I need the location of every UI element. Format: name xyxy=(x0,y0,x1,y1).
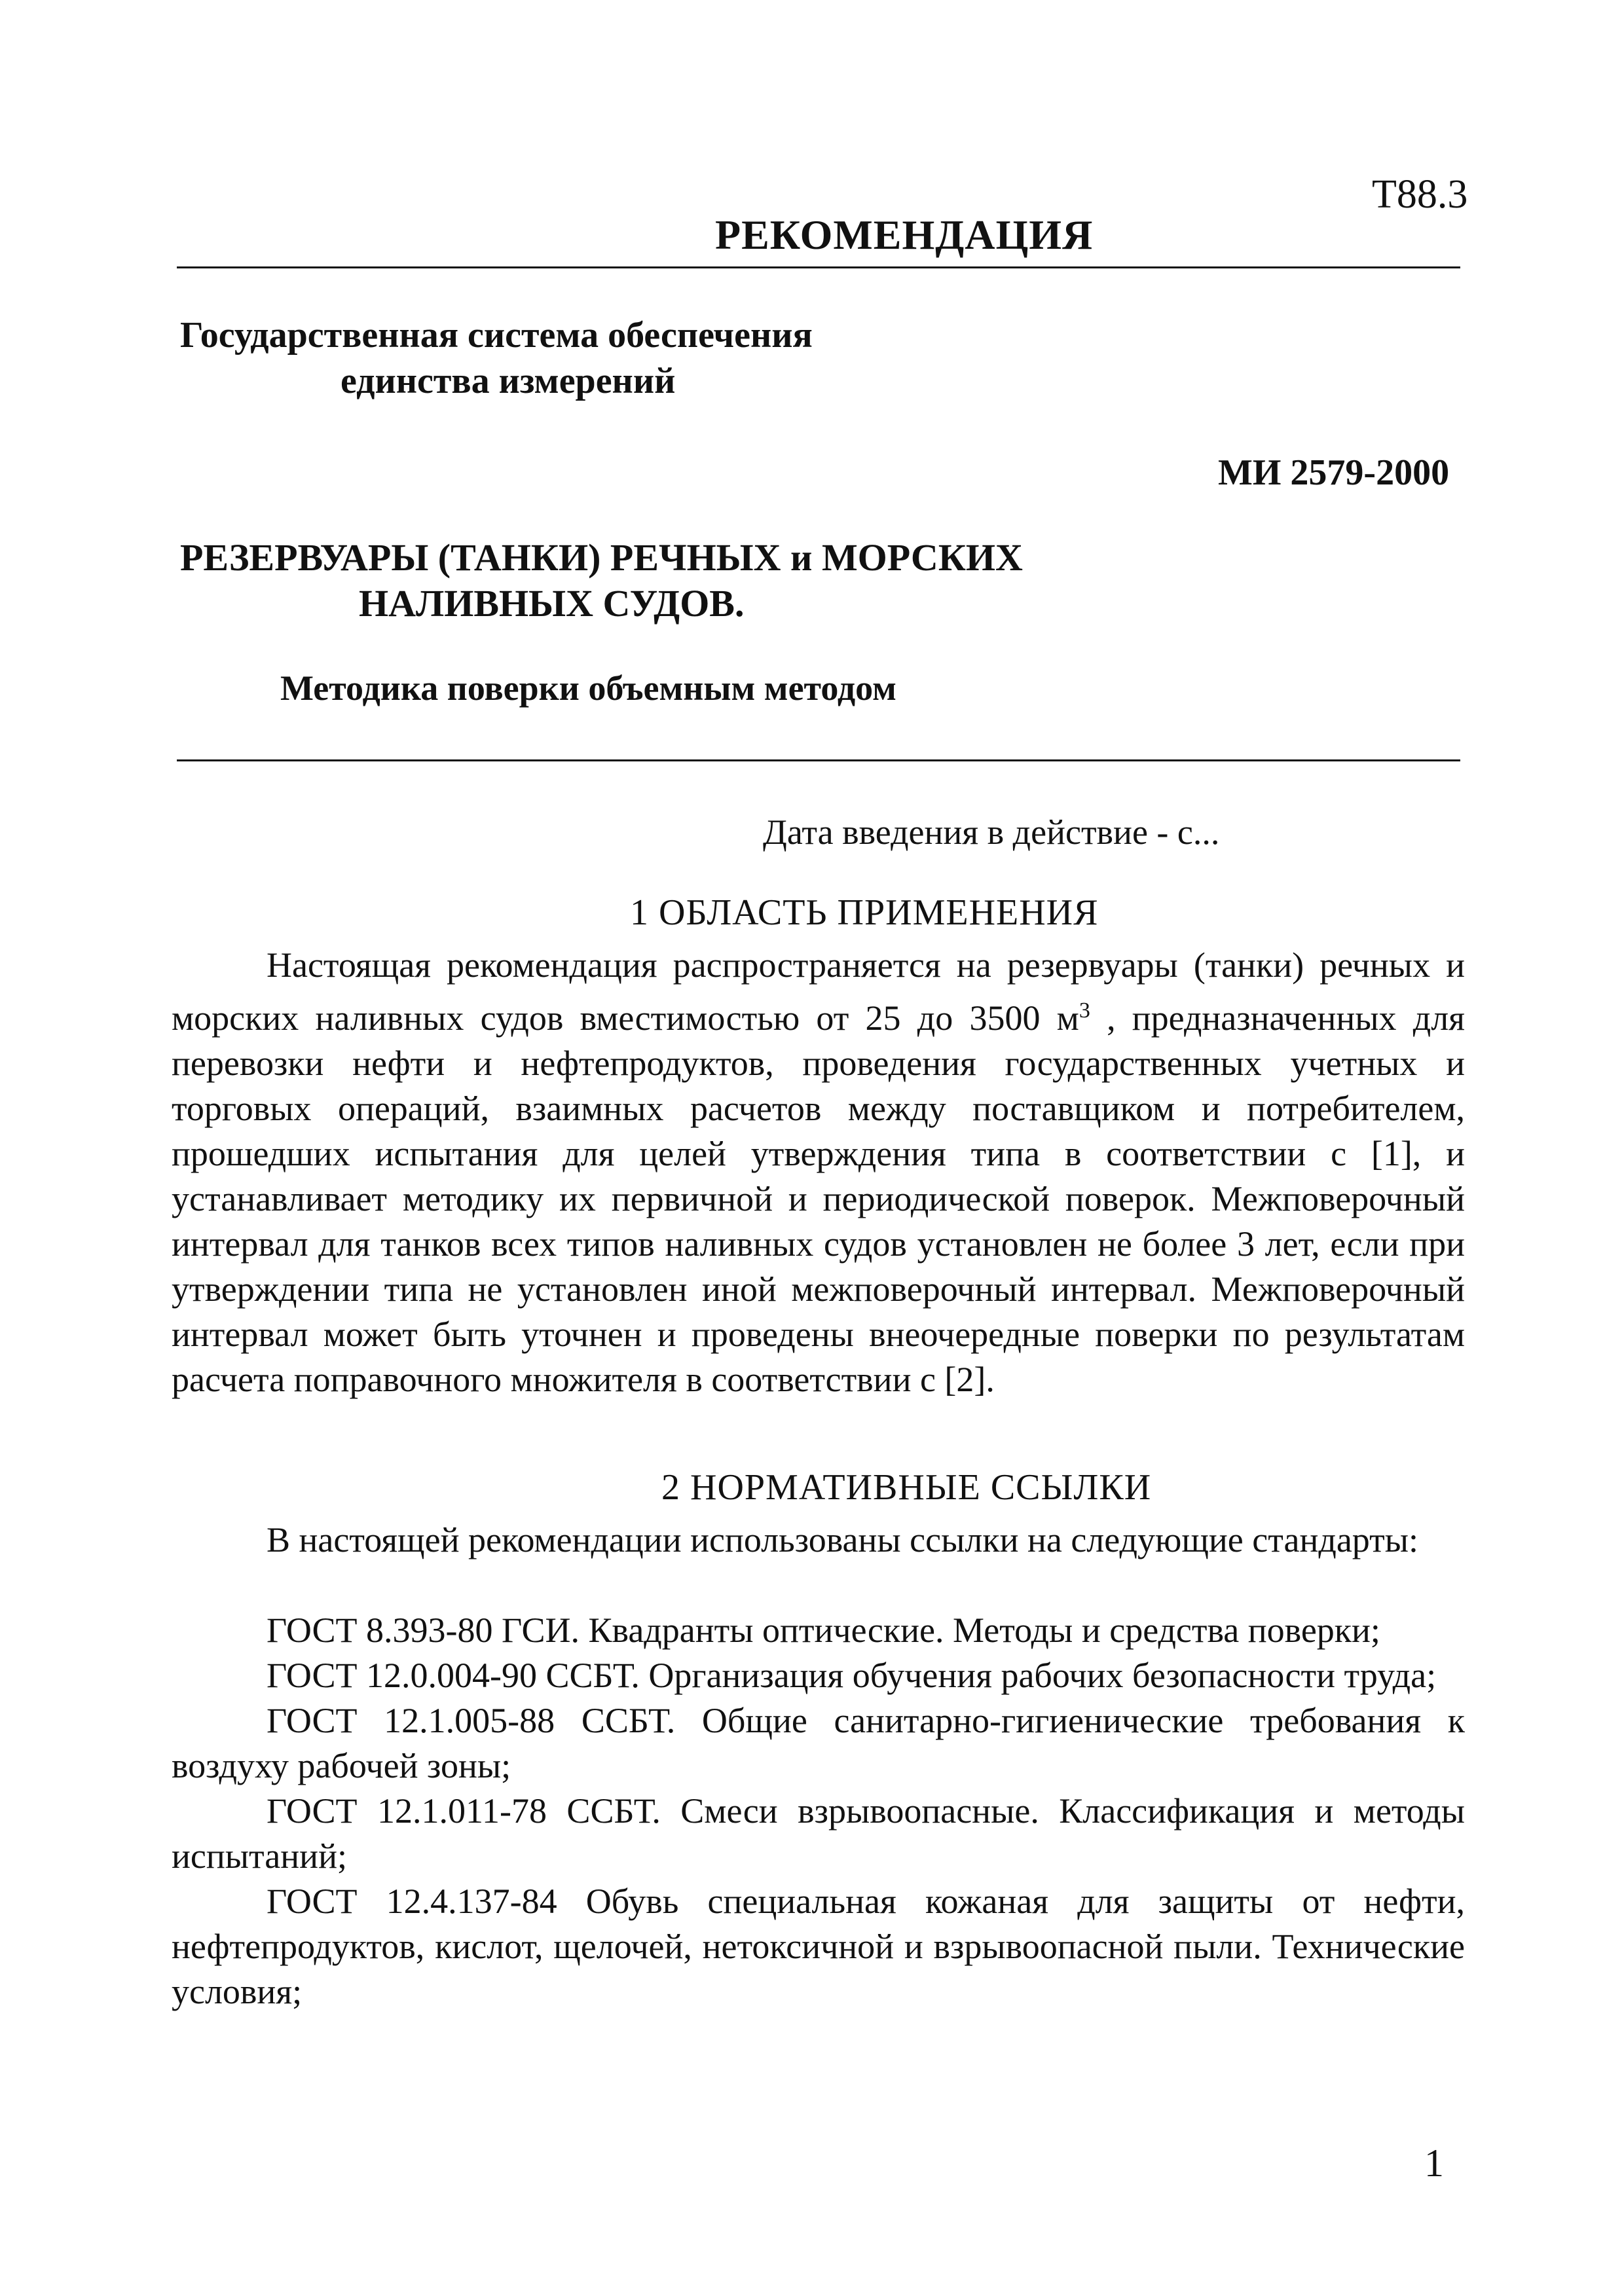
reference-item: ГОСТ 12.4.137-84 Обувь специальная кожаная для защиты от нефти, нефтепродуктов, кислот, щелочей, нетоксичной и взрывоопасной пыли. Технические условия; xyxy=(172,1882,1465,2011)
page-number: 1 xyxy=(1424,2141,1444,2185)
section1-paragraph xyxy=(172,943,1465,1402)
document-number: МИ 2579-2000 xyxy=(1218,452,1450,493)
superscript-3: 3 xyxy=(1079,998,1090,1023)
method-subtitle: Методика поверки объемным методом xyxy=(280,668,896,708)
reference-item: ГОСТ 8.393-80 ГСИ. Квадранты оптические. Методы и средства поверки; xyxy=(267,1611,1380,1650)
document-code: Т88.3 xyxy=(1372,172,1468,217)
top-divider xyxy=(177,266,1460,268)
effective-date: Дата введения в действие - с... xyxy=(763,812,1220,852)
reference-item: ГОСТ 12.1.011-78 ССБТ. Смеси взрывоопасные. Классификация и методы испытаний; xyxy=(172,1791,1465,1876)
section1-text-part1: Настоящая рекомендация распространяется на резервуары (танки) речных и морских наливных судов вместимостью от 25 до 3500 м xyxy=(172,945,1465,1038)
section1-text-part2: , предназначенных для перевозки нефти и нефтепродуктов, проведения государственных учетных и торговых операций, взаимных расчетов между поставщиком и потребителем, прошедших испытания для целей утверждения типа в соответствии с [1], и устанавливает методику их первичной и периодической поверок. Межповерочный интервал для танков всех типов наливных судов установлен не более 3 лет, если при утверждении типа не установлен иной межповерочный интервал. Межповерочный интервал может быть уточнен и проведены внеочередные поверки по результатам расчета поправочного множителя в соответствии с [2]. xyxy=(172,998,1465,1399)
title-divider xyxy=(177,759,1460,761)
section2-intro-text: В настоящей рекомендации использованы ссылки на следующие стандарты: xyxy=(267,1520,1418,1559)
section2-intro xyxy=(172,1518,1465,1563)
document-type-heading: РЕКОМЕНДАЦИЯ xyxy=(715,211,1094,258)
title-line2: НАЛИВНЫХ СУДОВ. xyxy=(359,582,745,625)
title-line1: РЕЗЕРВУАРЫ (ТАНКИ) РЕЧНЫХ и МОРСКИХ xyxy=(180,536,1023,579)
section2-heading: 2 НОРМАТИВНЫЕ ССЫЛКИ xyxy=(661,1467,1152,1508)
references-list xyxy=(172,1608,1465,2014)
system-name-line1: Государственная система обеспечения xyxy=(180,315,813,355)
system-name-line2: единства измерений xyxy=(341,361,676,401)
section1-heading: 1 ОБЛАСТЬ ПРИМЕНЕНИЯ xyxy=(630,892,1099,933)
reference-item: ГОСТ 12.0.004-90 ССБТ. Организация обучения рабочих безопасности труда; xyxy=(267,1656,1437,1695)
reference-item: ГОСТ 12.1.005-88 ССБТ. Общие санитарно-гигиенические требования к воздуху рабочей зоны; xyxy=(172,1701,1465,1785)
